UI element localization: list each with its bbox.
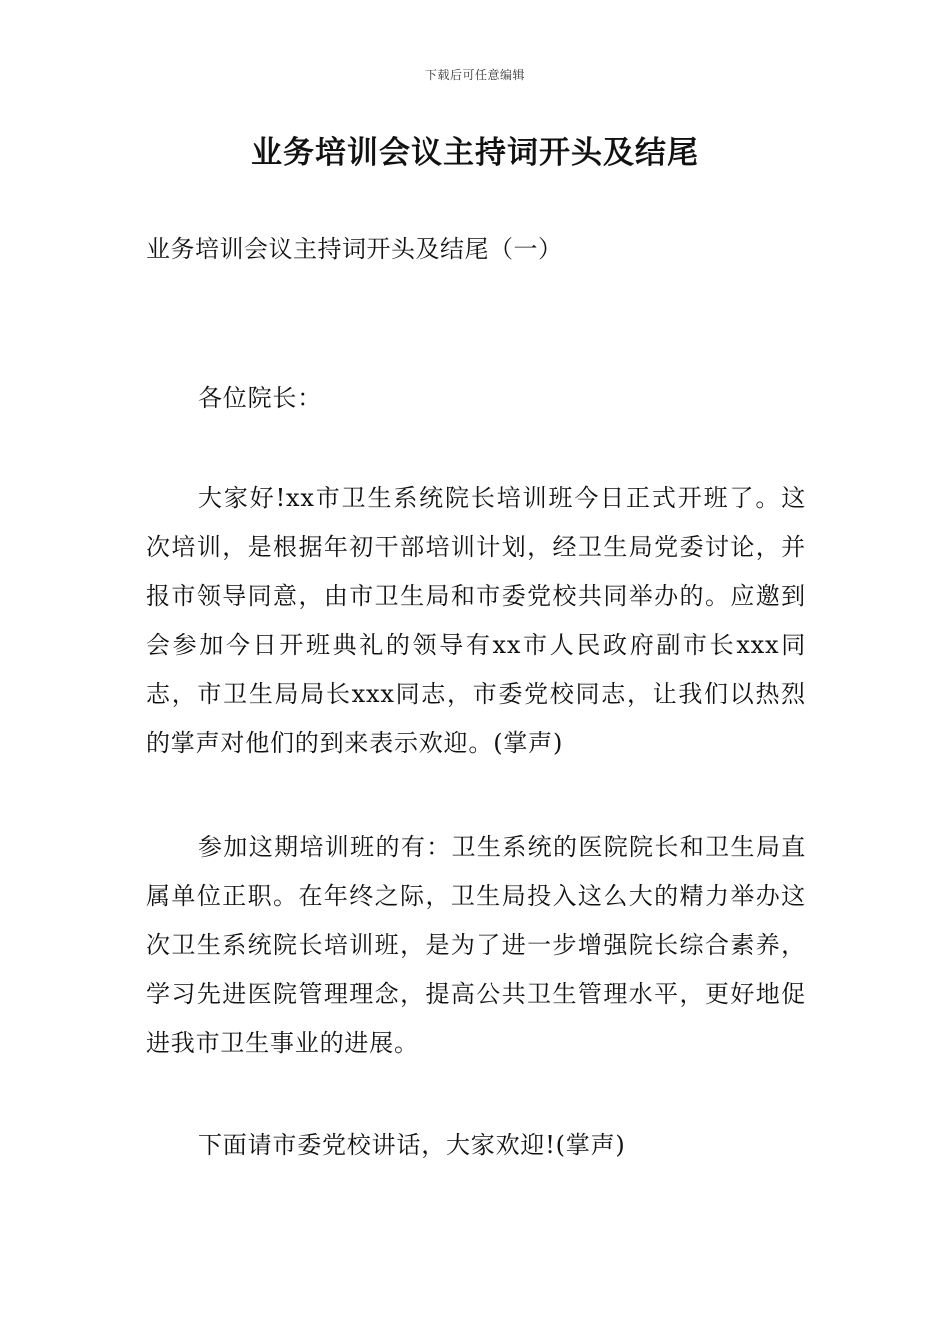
paragraph-welcome: 大家好!xx市卫生系统院长培训班今日正式开班了。这次培训，是根据年初干部培训计划，经卫生局党委讨论，并报市领导同意，由市卫生局和市委党校共同举办的。应邀到会参加今日开班典礼的领导有xx市人民政府副市长xxx同志，市卫生局局长xxx同志，市委党校同志，让我们以热烈的掌声对他们的到来表示欢迎。(掌声) [146, 484, 806, 757]
paragraph-purpose: 参加这期培训班的有：卫生系统的医院院长和卫生局直属单位正职。在年终之际，卫生局投入这么大的精力举办这次卫生系统院长培训班，是为了进一步增强院长综合素养，学习先进医院管理理念，提高公共卫生管理水平，更好地促进我市卫生事业的进展。 [146, 833, 806, 1057]
paragraph-invite-speech: 下面请市委党校讲话，大家欢迎!(掌声) [198, 1131, 626, 1159]
section-subtitle: 业务培训会议主持词开头及结尾（一） [146, 235, 563, 263]
header-note: 下载后可任意编辑 [424, 68, 525, 82]
paragraph-salutation: 各位院长： [198, 384, 322, 412]
document-title: 业务培训会议主持词开头及结尾 [251, 135, 699, 171]
